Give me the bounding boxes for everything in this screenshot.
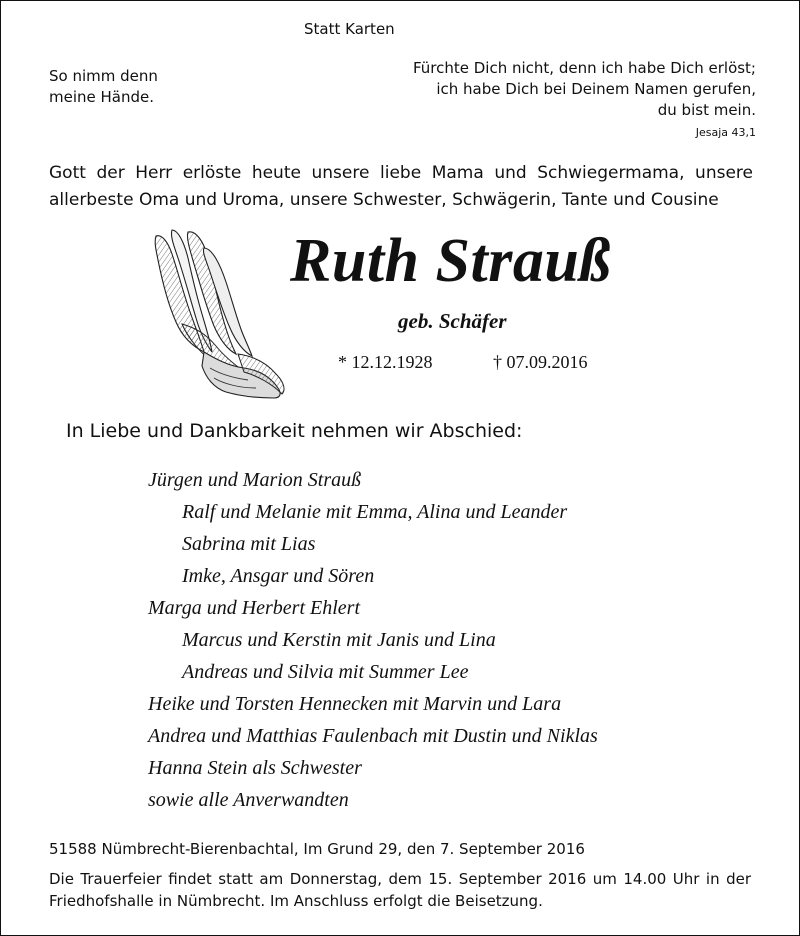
- mourner-line: Ralf und Melanie mit Emma, Alina und Leander: [182, 501, 568, 523]
- motto-line: So nimm denn: [49, 67, 158, 85]
- death-date: † 07.09.2016: [493, 352, 588, 372]
- bible-verse: [413, 58, 756, 121]
- funeral-line: Die Trauerfeier findet statt am Donnerstag, dem 15. September 2016 um 14.00 Uhr in der: [49, 870, 751, 888]
- birth-date: * 12.12.1928: [338, 352, 433, 372]
- mourner-line: Heike und Torsten Hennecken mit Marvin und Lara: [148, 693, 562, 715]
- statt-karten-label: Statt Karten: [304, 20, 395, 38]
- mourner-line: Jürgen und Marion Strauß: [148, 469, 362, 491]
- farewell-text: In Liebe und Dankbarkeit nehmen wir Abschied:: [66, 420, 523, 442]
- mourner-line: Sabrina mit Lias: [182, 533, 316, 555]
- intro-text: [49, 160, 753, 214]
- mourner-line: Andreas und Silvia mit Summer Lee: [182, 661, 469, 683]
- verse-reference: Jesaja 43,1: [695, 126, 756, 139]
- mourner-line: Marcus und Kerstin mit Janis und Lina: [182, 629, 496, 651]
- mourner-line: sowie alle Anverwandten: [148, 789, 349, 811]
- mourner-line: Hanna Stein als Schwester: [148, 757, 362, 779]
- motto-line: meine Hände.: [49, 88, 155, 106]
- funeral-info: [49, 868, 751, 912]
- mourner-line: Marga und Herbert Ehlert: [148, 597, 361, 619]
- intro-line: Gott der Herr erlöste heute unsere liebe Mama und Schwiegermama, unsere: [49, 163, 753, 183]
- intro-line: allerbeste Oma und Uroma, unsere Schwester, Schwägerin, Tante und Cousine: [49, 190, 719, 210]
- address-line: 51588 Nümbrecht-Bierenbachtal, Im Grund 29, den 7. September 2016: [49, 840, 585, 858]
- maiden-name: geb. Schäfer: [398, 309, 507, 333]
- praying-hands-icon: [148, 228, 288, 400]
- mourner-line: Imke, Ansgar und Sören: [182, 565, 375, 587]
- verse-line: du bist mein.: [657, 101, 756, 119]
- mourners-list: [148, 464, 598, 816]
- funeral-line: Friedhofshalle in Nümbrecht. Im Anschluss erfolgt die Beisetzung.: [49, 892, 543, 910]
- deceased-name: Ruth Strauß: [290, 227, 611, 295]
- motto: [49, 66, 158, 108]
- verse-line: Fürchte Dich nicht, denn ich habe Dich erlöst;: [412, 59, 756, 77]
- mourner-line: Andrea und Matthias Faulenbach mit Dustin und Niklas: [148, 725, 598, 747]
- verse-line: ich habe Dich bei Deinem Namen gerufen,: [436, 80, 756, 98]
